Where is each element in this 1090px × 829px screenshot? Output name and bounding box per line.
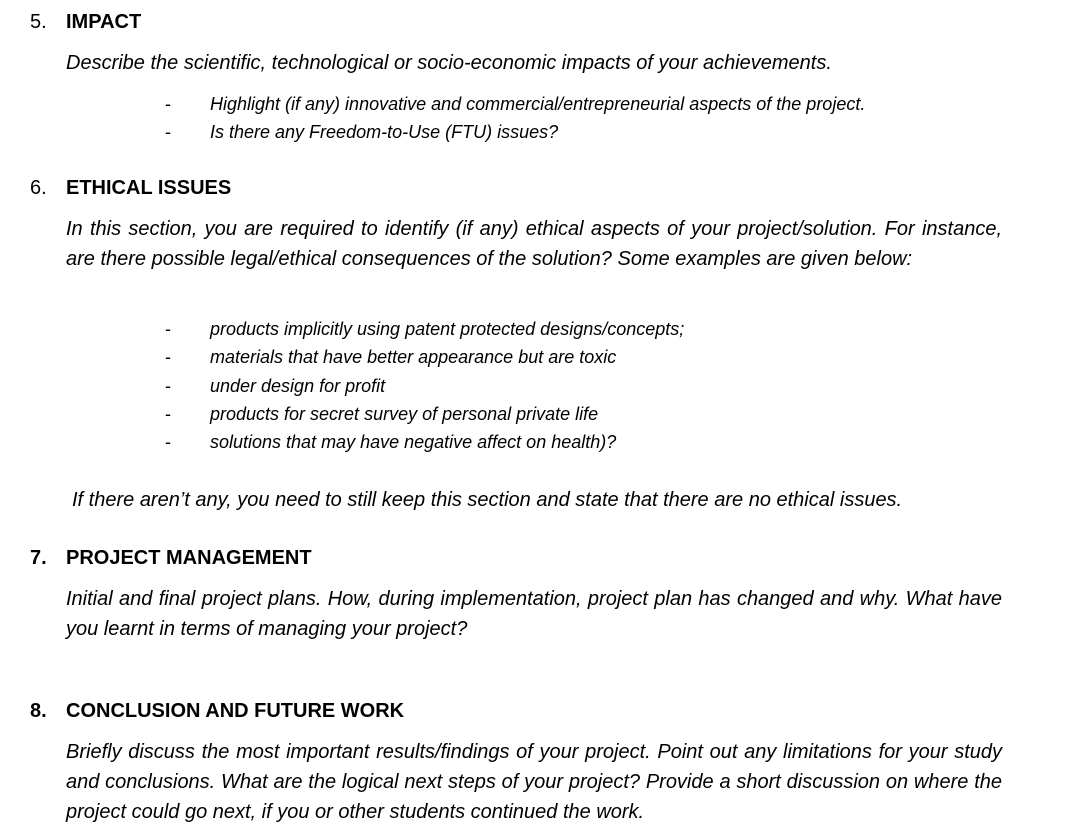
list-item <box>165 400 684 428</box>
section-number: 5. <box>30 11 47 33</box>
bullet-text: solutions that may have negative affect on health)? <box>210 432 617 453</box>
section-5-bullet-list <box>165 90 865 147</box>
bullet-dash: - <box>165 432 171 453</box>
section-title: CONCLUSION AND FUTURE WORK <box>66 700 405 722</box>
bullet-dash: - <box>165 122 171 143</box>
section-5-heading <box>30 10 141 34</box>
bullet-dash: - <box>165 319 171 339</box>
list-item <box>165 118 865 146</box>
bullet-text: products for secret survey of personal private life <box>210 403 599 424</box>
section-number: 8. <box>30 700 47 722</box>
section-6-bullet-list <box>165 315 684 456</box>
section-6-heading <box>30 176 231 200</box>
section-7-heading <box>30 546 312 570</box>
section-6-note: If there aren’t any, you need to still keep this section and state that there are no ethical issues. <box>72 489 903 511</box>
list-item <box>165 315 684 343</box>
section-title: ETHICAL ISSUES <box>66 177 232 199</box>
list-item <box>165 372 684 400</box>
section-8-description: Briefly discuss the most important results/findings of your project. Point out any limitations for your study and conclusions. What are the logical next steps of your project? Provide a short discussion on where the project could go next, if you or other students continued the work. <box>66 741 1002 823</box>
bullet-text: Is there any Freedom-to-Use (FTU) issues? <box>210 122 559 143</box>
section-6-description: In this section, you are required to identify (if any) ethical aspects of your project/solution. For instance, are there possible legal/ethical consequences of the solution? Some examples are given below: <box>66 218 1002 270</box>
section-title: IMPACT <box>66 11 142 33</box>
bullet-dash: - <box>165 94 171 114</box>
bullet-dash: - <box>165 403 171 424</box>
list-item <box>165 343 684 371</box>
bullet-text: materials that have better appearance but are toxic <box>210 347 617 368</box>
list-item <box>165 428 684 456</box>
bullet-dash: - <box>165 347 171 368</box>
list-item <box>165 90 865 118</box>
bullet-text: Highlight (if any) innovative and commercial/entrepreneurial aspects of the project. <box>210 94 866 114</box>
section-5-description: Describe the scientific, technological or socio-economic impacts of your achievements. <box>66 52 832 74</box>
bullet-dash: - <box>165 375 171 396</box>
bullet-text: products implicitly using patent protected designs/concepts; <box>210 319 685 339</box>
section-7-description: Initial and final project plans. How, during implementation, project plan has changed and why. What have you learnt in terms of managing your project? <box>66 588 1002 640</box>
bullet-text: under design for profit <box>210 375 386 396</box>
section-number: 6. <box>30 177 47 199</box>
section-number: 7. <box>30 547 47 569</box>
section-title: PROJECT MANAGEMENT <box>66 547 312 569</box>
section-8-heading <box>30 699 404 723</box>
